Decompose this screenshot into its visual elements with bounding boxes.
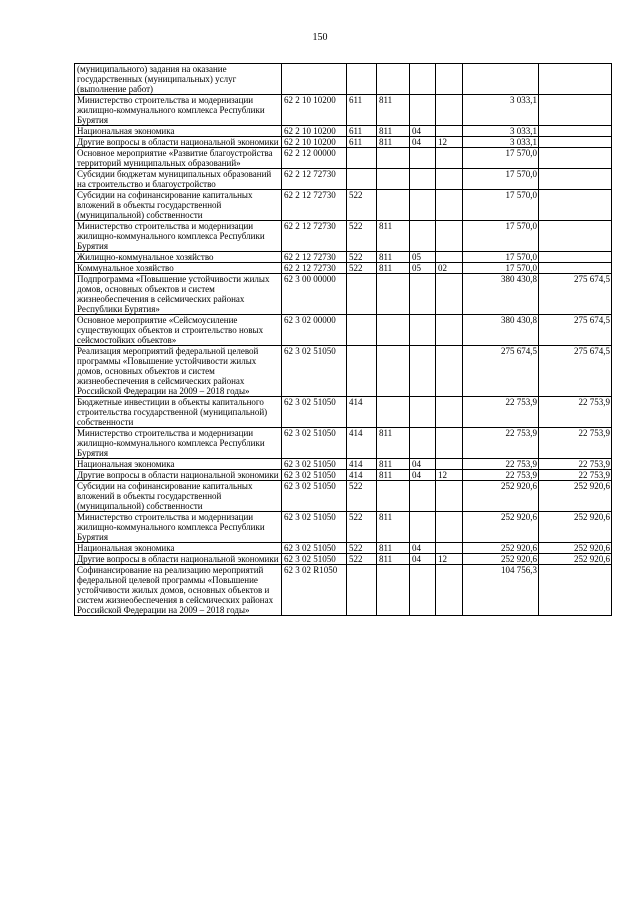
expense-type-cell [347, 315, 377, 346]
section-cell [410, 221, 436, 252]
amount-1-cell: 275 674,5 [463, 346, 539, 397]
table-row [75, 137, 612, 148]
amount-1-cell: 252 920,6 [463, 481, 539, 512]
admin-code-cell: 811 [377, 554, 410, 565]
target-article-cell: 62 3 02 51050 [282, 459, 347, 470]
target-article-cell: 62 2 12 72730 [282, 252, 347, 263]
row-name-cell: Министерство строительства и модернизации жилищно-коммунального комплекса Республики Бурятия [75, 428, 282, 459]
admin-code-cell [377, 169, 410, 190]
target-article-cell [282, 64, 347, 95]
expense-type-cell [347, 148, 377, 169]
amount-1-cell: 17 570,0 [463, 148, 539, 169]
amount-1-cell: 22 753,9 [463, 459, 539, 470]
row-name-cell: Жилищно-коммунальное хозяйство [75, 252, 282, 263]
section-cell: 04 [410, 554, 436, 565]
subsection-cell [436, 169, 463, 190]
row-name-cell: Министерство строительства и модернизации жилищно-коммунального комплекса Республики Бурятия [75, 221, 282, 252]
amount-1-cell: 252 920,6 [463, 554, 539, 565]
page-number: 150 [312, 32, 328, 43]
admin-code-cell: 811 [377, 428, 410, 459]
table-row [75, 346, 612, 397]
target-article-cell: 62 2 10 10200 [282, 95, 347, 126]
target-article-cell: 62 2 12 72730 [282, 263, 347, 274]
row-name-cell: Субсидии на софинансирование капитальных вложений в объекты государственной (муниципальной) собственности [75, 481, 282, 512]
table-row [75, 554, 612, 565]
subsection-cell [436, 397, 463, 428]
expense-type-cell [347, 274, 377, 315]
expense-type-cell: 522 [347, 512, 377, 543]
expense-type-cell: 611 [347, 126, 377, 137]
section-cell [410, 190, 436, 221]
row-name-cell: Софинансирование на реализацию мероприятий федеральной целевой программы «Повышение устойчивости жилых домов, основных объектов и систем жизнеобеспечения в сейсмических районах Российской Федерации на 2009 – 2018 годы» [75, 565, 282, 616]
admin-code-cell: 811 [377, 263, 410, 274]
amount-2-cell [539, 148, 612, 169]
section-cell [410, 481, 436, 512]
expense-type-cell [347, 565, 377, 616]
subsection-cell [436, 459, 463, 470]
target-article-cell: 62 3 02 51050 [282, 554, 347, 565]
section-cell [410, 148, 436, 169]
target-article-cell: 62 2 12 00000 [282, 148, 347, 169]
admin-code-cell [377, 148, 410, 169]
amount-1-cell: 380 430,8 [463, 274, 539, 315]
amount-2-cell [539, 64, 612, 95]
subsection-cell [436, 252, 463, 263]
admin-code-cell [377, 346, 410, 397]
admin-code-cell: 811 [377, 126, 410, 137]
amount-2-cell [539, 190, 612, 221]
expense-type-cell: 522 [347, 481, 377, 512]
table-row [75, 95, 612, 126]
amount-1-cell: 104 756,3 [463, 565, 539, 616]
amount-2-cell: 22 753,9 [539, 428, 612, 459]
admin-code-cell: 811 [377, 252, 410, 263]
budget-table-body [75, 64, 612, 616]
amount-2-cell [539, 95, 612, 126]
amount-2-cell [539, 169, 612, 190]
amount-1-cell: 380 430,8 [463, 315, 539, 346]
admin-code-cell: 811 [377, 470, 410, 481]
expense-type-cell: 522 [347, 554, 377, 565]
table-row [75, 459, 612, 470]
expense-type-cell: 522 [347, 543, 377, 554]
table-row [75, 512, 612, 543]
target-article-cell: 62 3 02 51050 [282, 512, 347, 543]
row-name-cell: Другие вопросы в области национальной экономики [75, 470, 282, 481]
target-article-cell: 62 3 02 51050 [282, 397, 347, 428]
row-name-cell: Бюджетные инвестиции в объекты капитального строительства государственной (муниципальной) собственности [75, 397, 282, 428]
row-name-cell: Субсидии бюджетам муниципальных образований на строительство и благоустройство [75, 169, 282, 190]
subsection-cell [436, 512, 463, 543]
row-name-cell: Другие вопросы в области национальной экономики [75, 137, 282, 148]
row-name-cell: Национальная экономика [75, 459, 282, 470]
section-cell [410, 428, 436, 459]
admin-code-cell [377, 274, 410, 315]
table-row [75, 470, 612, 481]
amount-1-cell: 17 570,0 [463, 190, 539, 221]
subsection-cell [436, 428, 463, 459]
amount-2-cell: 22 753,9 [539, 459, 612, 470]
row-name-cell: Основное мероприятие «Сейсмоусиление существующих объектов и строительство новых сейсмостойких объектов» [75, 315, 282, 346]
admin-code-cell [377, 315, 410, 346]
target-article-cell: 62 2 10 10200 [282, 137, 347, 148]
subsection-cell [436, 481, 463, 512]
expense-type-cell: 414 [347, 397, 377, 428]
subsection-cell: 12 [436, 554, 463, 565]
expense-type-cell [347, 64, 377, 95]
table-row [75, 397, 612, 428]
table-row [75, 190, 612, 221]
expense-type-cell: 414 [347, 470, 377, 481]
section-cell [410, 397, 436, 428]
amount-1-cell: 22 753,9 [463, 397, 539, 428]
row-name-cell: Реализация мероприятий федеральной целевой программы «Повышение устойчивости жилых домов, основных объектов и систем жизнеобеспечения в сейсмических районах Российской Федерации на 2009 – 2018 годы» [75, 346, 282, 397]
subsection-cell [436, 221, 463, 252]
admin-code-cell: 811 [377, 512, 410, 543]
table-row [75, 252, 612, 263]
section-cell: 05 [410, 263, 436, 274]
admin-code-cell [377, 565, 410, 616]
admin-code-cell: 811 [377, 459, 410, 470]
row-name-cell: Национальная экономика [75, 543, 282, 554]
amount-1-cell: 22 753,9 [463, 470, 539, 481]
amount-2-cell [539, 221, 612, 252]
amount-2-cell: 22 753,9 [539, 397, 612, 428]
amount-2-cell [539, 126, 612, 137]
expense-type-cell: 522 [347, 221, 377, 252]
row-name-cell: Министерство строительства и модернизации жилищно-коммунального комплекса Республики Бурятия [75, 512, 282, 543]
section-cell: 04 [410, 470, 436, 481]
row-name-cell: Подпрограмма «Повышение устойчивости жилых домов, основных объектов и систем жизнеобеспечения в сейсмических районах Республики Бурятия» [75, 274, 282, 315]
subsection-cell [436, 126, 463, 137]
admin-code-cell: 811 [377, 221, 410, 252]
amount-1-cell: 17 570,0 [463, 252, 539, 263]
expense-type-cell: 522 [347, 263, 377, 274]
section-cell [410, 565, 436, 616]
target-article-cell: 62 3 02 51050 [282, 543, 347, 554]
target-article-cell: 62 2 12 72730 [282, 190, 347, 221]
amount-1-cell: 22 753,9 [463, 428, 539, 459]
table-row [75, 263, 612, 274]
admin-code-cell [377, 64, 410, 95]
amount-2-cell: 22 753,9 [539, 470, 612, 481]
subsection-cell [436, 274, 463, 315]
subsection-cell [436, 95, 463, 126]
table-row [75, 64, 612, 95]
section-cell [410, 169, 436, 190]
table-row [75, 169, 612, 190]
amount-2-cell [539, 252, 612, 263]
section-cell: 04 [410, 459, 436, 470]
amount-1-cell: 17 570,0 [463, 263, 539, 274]
amount-2-cell: 275 674,5 [539, 274, 612, 315]
subsection-cell [436, 315, 463, 346]
section-cell [410, 346, 436, 397]
amount-1-cell: 252 920,6 [463, 543, 539, 554]
table-row [75, 428, 612, 459]
amount-2-cell: 275 674,5 [539, 315, 612, 346]
row-name-cell: Коммунальное хозяйство [75, 263, 282, 274]
amount-1-cell: 3 033,1 [463, 95, 539, 126]
subsection-cell [436, 64, 463, 95]
expense-type-cell [347, 169, 377, 190]
expense-type-cell: 611 [347, 95, 377, 126]
row-name-cell: (муниципального) задания на оказание государственных (муниципальных) услуг (выполнение работ) [75, 64, 282, 95]
amount-1-cell: 17 570,0 [463, 169, 539, 190]
target-article-cell: 62 2 12 72730 [282, 221, 347, 252]
section-cell: 05 [410, 252, 436, 263]
amount-2-cell [539, 263, 612, 274]
target-article-cell: 62 3 02 51050 [282, 428, 347, 459]
section-cell [410, 64, 436, 95]
table-row [75, 481, 612, 512]
expense-type-cell: 414 [347, 459, 377, 470]
amount-1-cell: 252 920,6 [463, 512, 539, 543]
subsection-cell [436, 543, 463, 554]
target-article-cell: 62 3 02 00000 [282, 315, 347, 346]
amount-2-cell: 275 674,5 [539, 346, 612, 397]
section-cell [410, 315, 436, 346]
subsection-cell: 02 [436, 263, 463, 274]
row-name-cell: Основное мероприятие «Развитие благоустройства территорий муниципальных образований» [75, 148, 282, 169]
expense-type-cell [347, 346, 377, 397]
target-article-cell: 62 3 02 51050 [282, 470, 347, 481]
target-article-cell: 62 3 00 00000 [282, 274, 347, 315]
row-name-cell: Субсидии на софинансирование капитальных вложений в объекты государственной (муниципальной) собственности [75, 190, 282, 221]
subsection-cell [436, 148, 463, 169]
row-name-cell: Министерство строительства и модернизации жилищно-коммунального комплекса Республики Бурятия [75, 95, 282, 126]
subsection-cell [436, 565, 463, 616]
section-cell: 04 [410, 543, 436, 554]
table-row [75, 126, 612, 137]
amount-1-cell: 3 033,1 [463, 126, 539, 137]
subsection-cell [436, 190, 463, 221]
admin-code-cell [377, 397, 410, 428]
amount-2-cell: 252 920,6 [539, 543, 612, 554]
table-row [75, 315, 612, 346]
expense-type-cell: 611 [347, 137, 377, 148]
amount-2-cell [539, 565, 612, 616]
amount-1-cell [463, 64, 539, 95]
subsection-cell: 12 [436, 137, 463, 148]
admin-code-cell: 811 [377, 543, 410, 554]
expense-type-cell: 522 [347, 252, 377, 263]
row-name-cell: Национальная экономика [75, 126, 282, 137]
amount-2-cell: 252 920,6 [539, 512, 612, 543]
section-cell: 04 [410, 137, 436, 148]
section-cell [410, 95, 436, 126]
section-cell [410, 274, 436, 315]
amount-2-cell [539, 137, 612, 148]
expense-type-cell: 522 [347, 190, 377, 221]
amount-2-cell: 252 920,6 [539, 554, 612, 565]
target-article-cell: 62 3 02 51050 [282, 346, 347, 397]
section-cell [410, 512, 436, 543]
section-cell: 04 [410, 126, 436, 137]
table-row [75, 543, 612, 554]
table-row [75, 148, 612, 169]
admin-code-cell: 811 [377, 137, 410, 148]
target-article-cell: 62 2 10 10200 [282, 126, 347, 137]
row-name-cell: Другие вопросы в области национальной экономики [75, 554, 282, 565]
subsection-cell: 12 [436, 470, 463, 481]
target-article-cell: 62 2 12 72730 [282, 169, 347, 190]
table-row [75, 221, 612, 252]
amount-2-cell: 252 920,6 [539, 481, 612, 512]
target-article-cell: 62 3 02 R1050 [282, 565, 347, 616]
table-row [75, 565, 612, 616]
expense-type-cell: 414 [347, 428, 377, 459]
admin-code-cell: 811 [377, 95, 410, 126]
budget-table [74, 63, 612, 616]
amount-1-cell: 3 033,1 [463, 137, 539, 148]
target-article-cell: 62 3 02 51050 [282, 481, 347, 512]
admin-code-cell [377, 190, 410, 221]
admin-code-cell [377, 481, 410, 512]
subsection-cell [436, 346, 463, 397]
table-row [75, 274, 612, 315]
amount-1-cell: 17 570,0 [463, 221, 539, 252]
